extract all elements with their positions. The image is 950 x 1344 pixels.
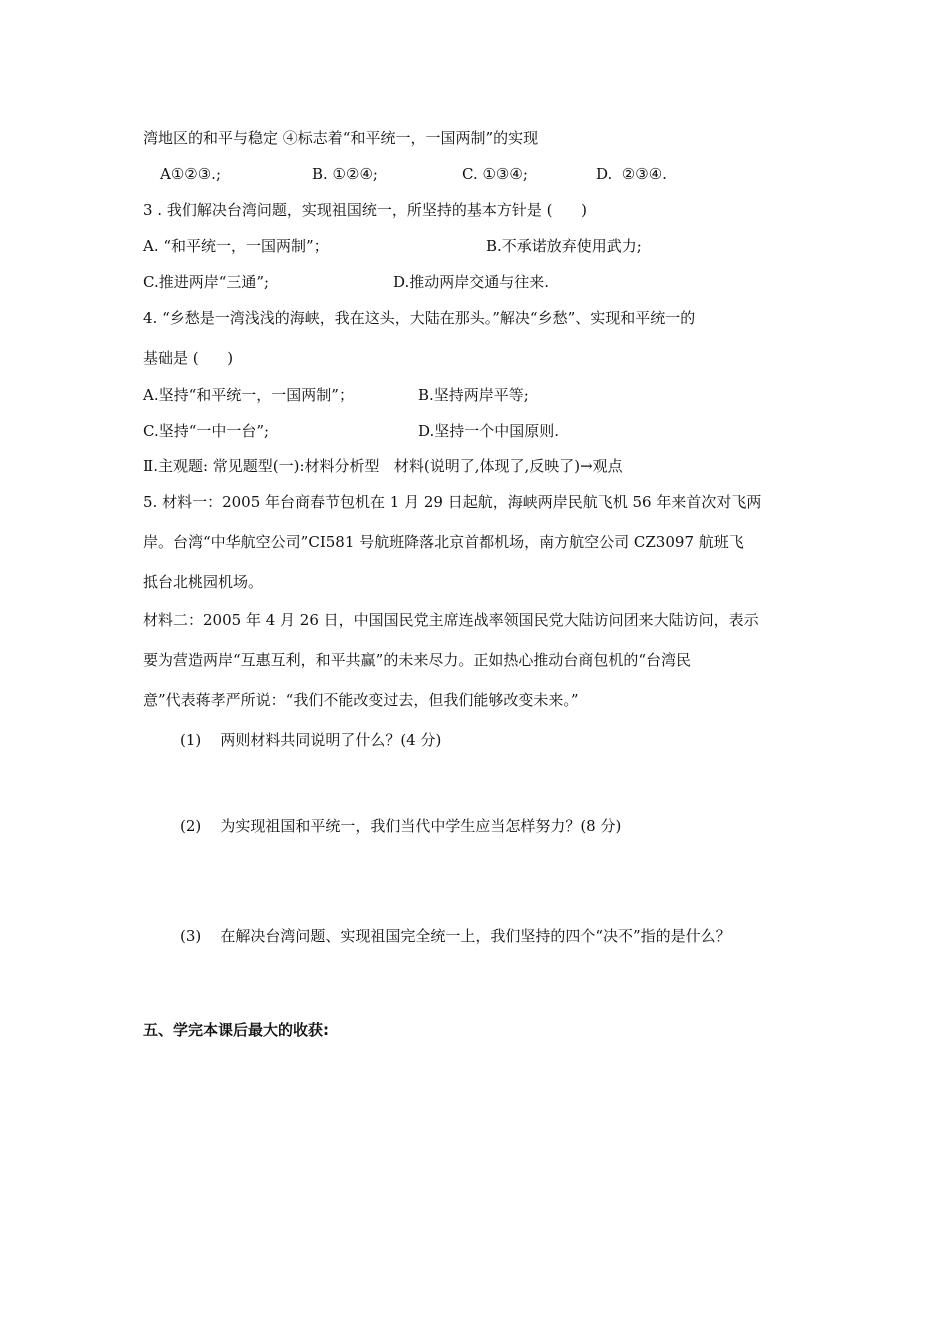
sub-question-1: (1) 两则材料共同说明了什么？(4 分): [180, 731, 442, 749]
section-5-heading: 五、学完本课后最大的收获:: [143, 1021, 329, 1039]
question-4: 4. “乡愁是一湾浅浅的海峡，我在这头，大陆在那头。”解决“乡愁”、实现和平统一的: [143, 309, 696, 327]
sub-question-2: (2) 为实现祖国和平统一，我们当代中学生应当怎样努力？(8 分): [180, 817, 622, 835]
q3-option-d: D.推动两岸交通与往来.: [393, 273, 550, 291]
q2-option-c: C. ①③④;: [462, 165, 528, 183]
q3-option-c: C.推进两岸“三通”;: [143, 273, 270, 291]
q3-option-a: A. “和平统一，一国两制”；: [143, 237, 329, 255]
question-3: 3 . 我们解决台湾问题，实现祖国统一，所坚持的基本方针是 ( ): [143, 201, 587, 219]
question-5-cont: 岸。台湾“中华航空公司”CI581 号航班降落北京首都机场，南方航空公司 CZ3097 航班飞: [143, 533, 744, 551]
question-4-cont: 基础是 ( ): [143, 349, 234, 367]
q2-option-d: D. ②③④.: [596, 165, 667, 183]
question-5: 5. 材料一：2005 年台商春节包机在 1 月 29 日起航，海峡两岸民航飞机 56 年来首次对飞两: [143, 493, 762, 511]
material-2: 材料二：2005 年 4 月 26 日，中国国民党主席连战率领国民党大陆访问团来大陆访问，表示: [143, 611, 759, 629]
section-heading: Ⅱ.主观题: 常见题型(一):材料分析型 材料(说明了,体现了,反映了)→观点: [143, 457, 623, 475]
q3-option-b: B.不承诺放弃使用武力;: [486, 237, 642, 255]
q4-option-c: C.坚持“一中一台”;: [143, 422, 270, 440]
q2-option-b: B. ①②④;: [312, 165, 378, 183]
q2-option-a: A①②③.;: [160, 165, 221, 183]
q4-option-a: A.坚持“和平统一，一国两制”；: [143, 386, 354, 404]
sub-question-3: (3) 在解决台湾问题、实现祖国完全统一上，我们坚持的四个“决不”指的是什么？: [180, 927, 731, 945]
q4-option-b: B.坚持两岸平等;: [418, 386, 529, 404]
text-line: 湾地区的和平与稳定 ④标志着“和平统一，一国两制”的实现: [143, 129, 539, 147]
material-2-cont: 要为营造两岸“互惠互利，和平共赢”的未来尽力。正如热心推动台商包机的“台湾民: [143, 651, 692, 669]
material-2-cont: 意”代表蒋孝严所说：“我们不能改变过去，但我们能够改变未来。”: [143, 691, 579, 709]
q4-option-d: D.坚持一个中国原则.: [418, 422, 560, 440]
question-5-cont: 抵台北桃园机场。: [143, 573, 264, 591]
